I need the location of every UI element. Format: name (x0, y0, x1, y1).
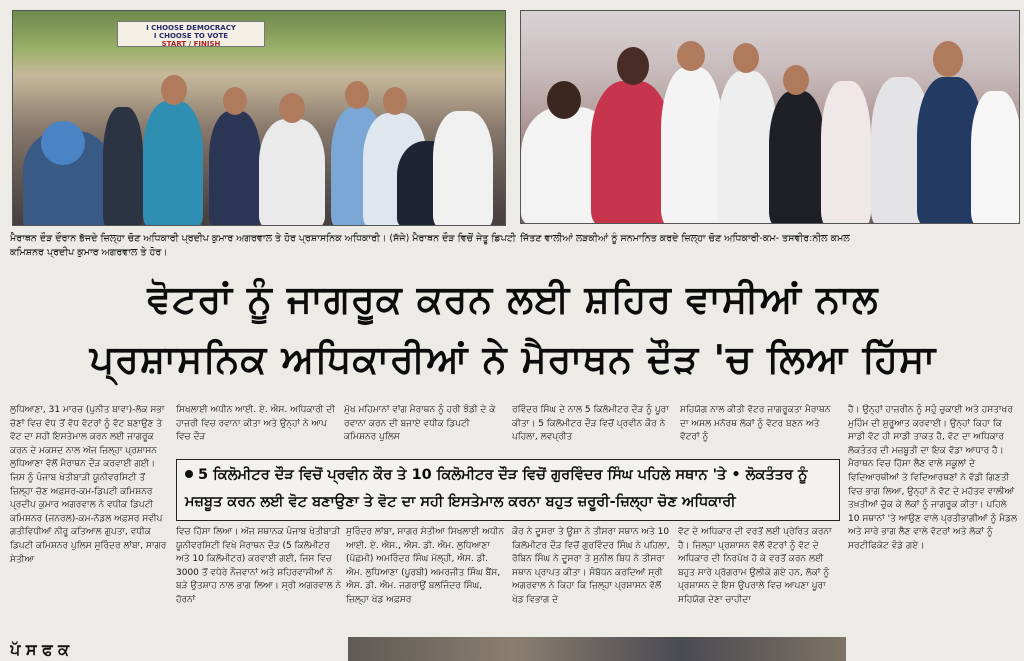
photo-caption-right: ਜਿੱਤਣ ਵਾਲੀਆਂ ਲੜਕੀਆਂ ਨੂੰ ਸਨਮਾਨਿਤ ਕਰਦੇ ਜ਼ਿਲ੍ਹਾ ਚੋਣ ਅਧਿਕਾਰੀ-ਕਮ- ਤਸਵੀਰ:ਨੀਲ ਕਮਲ (520, 233, 850, 244)
article-column-4-top: ਰਵਿੰਦਰ ਸਿੰਘ ਦੇ ਨਾਲ 5 ਕਿਲੋਮੀਟਰ ਦੌੜ ਨੂੰ ਪੂਰਾ ਕੀਤਾ। 5 ਕਿਲੋਮੀਟਰ ਦੌੜ ਵਿਚੋਂ ਪ੍ਰਵੀਨ ਕੌਰ ਨੇ ਪਹਿਲਾ, ਲਵਪ੍ਰੀਤ (512, 405, 669, 443)
article-column-5-top: ਸਹਿਯੋਗ ਨਾਲ ਕੀਤੀ ਵੋਟਰ ਜਾਗਰੂਕਤਾ ਮੈਰਾਥਨ ਦਾ ਅਸਲ ਮਨੋਰਥ ਲੋਕਾਂ ਨੂੰ ਵੋਟਰ ਬਣਨ ਅਤੇ ਵੋਟਰਾਂ ਨੂੰ (680, 405, 831, 443)
highlight-text-2: ਲੋਕਤੰਤਰ ਨੂੰ ਮਜ਼ਬੂਤ ਕਰਨ ਲਈ ਵੋਟ ਬਣਾਉਣਾ ਤੇ ਵੋਟ ਦਾ ਸਹੀ ਇਸਤੇਮਾਲ ਕਰਨਾ ਬਹੁਤ ਜ਼ਰੂਰੀ-ਜ਼ਿਲ੍ਹਾ ਚੋਣ ਅਧਿਕਾਰੀ (185, 467, 808, 510)
banner-line-1: I CHOOSE DEMOCRACY (146, 24, 236, 32)
banner-line-3: START / FINISH (161, 40, 221, 48)
next-article-headline-fragment: ਪੱ ਸ ਫ ਕ (10, 640, 70, 659)
marathon-runners-photo (12, 10, 506, 226)
award-ceremony-photo (520, 10, 1020, 224)
headline-line-2: ਪ੍ਰਸ਼ਾਸਨਿਕ ਅਧਿਕਾਰੀਆਂ ਨੇ ਮੈਰਾਥਨ ਦੌੜ 'ਚ ਲਿਆ ਹਿੱਸਾ (89, 337, 937, 381)
article-column-4-bottom: ਕੌਰ ਨੇ ਦੂਸਰਾ ਤੇ ਊਸ਼ਾ ਨੇ ਤੀਸਰਾ ਸਥਾਨ ਅਤੇ 10 ਕਿਲੋਮੀਟਰ ਦੌੜ ਵਿਚੋਂ ਗੁਰਵਿੰਦਰ ਸਿੰਘ ਨੇ ਪਹਿਲਾ, ਰੋਬਿਨ ਸਿੰਘ ਨੇ ਦੂਸਰਾ ਤੇ ਸੁਨੀਲ ਬਿਧ ਨੇ ਤੀਸਰਾ ਸਥਾਨ ਪ੍ਰਾਪਤ ਕੀਤਾ। ਸੰਬੋਧਨ ਕਰਦਿਆਂ ਸ੍ਰੀ ਅਗਰਵਾਲ ਨੇ ਕਿਹਾ ਕਿ ਜ਼ਿਲ੍ਹਾ ਪ੍ਰਸ਼ਾਸਨ ਵੱਲੋਂ ਖੇਡ ਵਿਭਾਗ ਦੇ (512, 527, 670, 605)
start-finish-banner (117, 21, 265, 47)
highlight-text-1: 5 ਕਿਲੋਮੀਟਰ ਦੌੜ ਵਿਚੋਂ ਪ੍ਰਵੀਨ ਕੌਰ ਤੇ 10 ਕਿਲੋਮੀਟਰ ਦੌੜ ਵਿਚੋਂ ਗੁਰਵਿੰਦਰ ਸਿੰਘ ਪਹਿਲੇ ਸਥਾਨ 'ਤੇ • (198, 467, 741, 483)
photo-caption-left: ਮੈਰਾਥਨ ਦੌੜ ਦੌਰਾਨ ਭੱਜਦੇ ਜ਼ਿਲ੍ਹਾ ਚੋਣ ਅਧਿਕਾਰੀ ਪ੍ਰਦੀਪ ਕੁਮਾਰ ਅਗਰਵਾਲ ਤੇ ਹੋਰ ਪ੍ਰਸ਼ਾਸਨਿਕ ਅਧਿਕਾਰੀ। (ਸੱਜੇ) ਮੈਰਾਥਨ ਦੌੜ ਵਿਚੋਂ ਜੇਤੂ ਡਿਪਟੀ ਕਮਿਸ਼ਨਰ ਪ੍ਰਦੀਪ ਕੁਮਾਰ ਅਗਰਵਾਲ ਤੇ ਹੋਰ। (10, 233, 516, 258)
article-column-2-top: ਸਿਖਲਾਈ ਅਧੀਨ ਆਈ. ਏ. ਐਸ. ਅਧਿਕਾਰੀ ਦੀ ਹਾਜ਼ਰੀ ਵਿਚ ਰਵਾਨਾ ਕੀਤਾ ਅਤੇ ਉਨ੍ਹਾਂ ਨੇ ਆਪ ਵਿਚ ਦੌੜ (176, 405, 335, 443)
article-column-6: ਹੈ। ਉਨ੍ਹਾਂ ਹਾਜ਼ਰੀਨ ਨੂੰ ਸਹੁੰ ਚੁਕਾਈ ਅਤੇ ਹਸਤਾਖਰ ਮੁਹਿੰਮ ਦੀ ਸ਼ੁਰੂਆਤ ਕਰਵਾਈ। ਉਨ੍ਹਾਂ ਕਿਹਾ ਕਿ ਸਾਡੀ ਵੋਟ ਹੀ ਸਾਡੀ ਤਾਕਤ ਹੈ, ਵੋਟ ਦਾ ਅਧਿਕਾਰ ਲੋਕਤੰਤਰ ਦੀ ਮਜ਼ਬੂਤੀ ਦਾ ਇਕ ਵੱਡਾ ਆਧਾਰ ਹੈ। ਮੈਰਾਥਨ ਵਿਚ ਹਿੱਸਾ ਲੈਣ ਵਾਲੇ ਸਕੂਲਾਂ ਦੇ ਵਿਦਿਆਰਥੀਆਂ ਤੇ ਵਿਦਿਆਰਥਣਾਂ ਨੇ ਵੱਡੀ ਗਿਣਤੀ ਵਿਚ ਭਾਗ ਲਿਆ, ਉਨ੍ਹਾਂ ਨੇ ਵੋਟ ਦੇ ਮਹੱਤਵ ਵਾਲੀਆਂ ਤਖ਼ਤੀਆਂ ਚੁੱਕ ਕੇ ਲੋਕਾਂ ਨੂੰ ਜਾਗਰੂਕ ਕੀਤਾ। ਪਹਿਲੇ 10 ਸਥਾਨਾਂ 'ਤੇ ਆਉਣ ਵਾਲੇ ਪ੍ਰਤੀਭਾਗੀਆਂ ਨੂੰ ਮੈਡਲ ਅਤੇ ਸਾਰੇ ਭਾਗ ਲੈਣ ਵਾਲੇ ਵੋਟਰਾਂ ਅਤੇ ਲੋਕਾਂ ਨੂੰ ਸਰਟੀਫਿਕੇਟ ਵੰਡੇ ਗਏ। (848, 405, 1018, 551)
next-article-photo-strip (348, 637, 846, 661)
bullet-icon (185, 470, 193, 478)
highlight-box (176, 459, 840, 521)
article-column-5-bottom: ਵੋਟ ਦੇ ਅਧਿਕਾਰ ਦੀ ਵਰਤੋਂ ਲਈ ਪ੍ਰੇਰਿਤ ਕਰਨਾ ਹੈ। ਜ਼ਿਲ੍ਹਾ ਪ੍ਰਸ਼ਾਸਨ ਵੱਲੋਂ ਵੋਟਰਾਂ ਨੂੰ ਵੋਟ ਦੇ ਅਧਿਕਾਰ ਦੀ ਨਿਰਪੱਖ ਹੋ ਕੇ ਵਰਤੋਂ ਕਰਨ ਲਈ ਬਹੁਤ ਸਾਰੇ ਪ੍ਰੋਗਰਾਮ ਉਲੀਕੇ ਗਏ ਹਨ, ਲੋਕਾਂ ਨੂੰ ਪ੍ਰਸ਼ਾਸਨ ਦੇ ਇਸ ਉਪਰਾਲੇ ਵਿਚ ਆਪਣਾ ਪੂਰਾ ਸਹਿਯੋਗ ਦੇਣਾ ਚਾਹੀਦਾ (678, 527, 832, 605)
article-column-2-bottom: ਵਿਚ ਹਿੱਸਾ ਲਿਆ। ਅੱਜ ਸਥਾਨਕ ਪੰਜਾਬ ਖੇਤੀਬਾੜੀ ਯੂਨੀਵਰਸਿਟੀ ਵਿਖੇ ਮੈਰਾਥਨ ਦੌੜ (5 ਕਿਲੋਮੀਟਰ ਅਤੇ 10 ਕਿਲੋਮੀਟਰ) ਕਰਵਾਈ ਗਈ, ਜਿਸ ਵਿਚ 3000 ਤੋਂ ਵਧੇਰੇ ਨੌਜਵਾਨਾਂ ਅਤੇ ਸ਼ਹਿਰਵਾਸੀਆਂ ਨੇ ਬੜੇ ਉਤਸ਼ਾਹ ਨਾਲ ਭਾਗ ਲਿਆ। ਸ੍ਰੀ ਅਗਰਵਾਲ ਨੇ ਹੋਰਨਾਂ (176, 527, 342, 605)
headline-line-1: ਵੋਟਰਾਂ ਨੂੰ ਜਾਗਰੂਕ ਕਰਨ ਲਈ ਸ਼ਹਿਰ ਵਾਸੀਆਂ ਨਾਲ (147, 277, 879, 321)
article-column-1: ਲੁਧਿਆਣਾ, 31 ਮਾਰਚ (ਪੁਨੀਤ ਬਾਵਾ)-ਲੋਕ ਸਭਾ ਚੋਣਾਂ ਵਿਚ ਵੱਧ ਤੋਂ ਵੱਧ ਵੋਟਰਾਂ ਨੂੰ ਵੋਟ ਬਣਾਉਣ ਤੇ ਵੋਟ ਦਾ ਸਹੀ ਇਸਤੇਮਾਲ ਕਰਨ ਲਈ ਜਾਗਰੂਕ ਕਰਨ ਦੇ ਮਕਸਦ ਨਾਲ ਅੱਜ ਜ਼ਿਲ੍ਹਾ ਪ੍ਰਸ਼ਾਸਨ ਲੁਧਿਆਣਾ ਵੱਲੋਂ ਮੈਰਾਥਨ ਦੌੜ ਕਰਵਾਈ ਗਈ। ਜਿਸ ਨੂੰ ਪੰਜਾਬ ਖੇਤੀਬਾੜੀ ਯੂਨੀਵਰਸਿਟੀ ਤੋਂ ਜ਼ਿਲ੍ਹਾ ਚੋਣ ਅਫ਼ਸਰ-ਕਮ-ਡਿਪਟੀ ਕਮਿਸ਼ਨਰ ਪ੍ਰਦੀਪ ਕੁਮਾਰ ਅਗਰਵਾਲ ਨੇ ਵਧੀਕ ਡਿਪਟੀ ਕਮਿਸ਼ਨਰ (ਜਨਰਲ)-ਕਮ-ਨੋਡਲ ਅਫ਼ਸਰ ਸਵੀਪ ਗਤੀਵਿਧੀਆਂ ਨੀਰੂ ਕਤਿਆਲ ਗੁਪਤਾ, ਵਧੀਕ ਡਿਪਟੀ ਕਮਿਸ਼ਨਰ ਪੁਲਿਸ ਸੁਰਿੰਦਰ ਲਾਂਬਾ, ਸਾਗਰ ਸੇਤੀਆ (10, 405, 167, 565)
article-column-3-bottom: ਸੁਰਿੰਦਰ ਲਾਂਬਾ, ਸਾਗਰ ਸੇਤੀਆ ਸਿਖਲਾਈ ਅਧੀਨ ਆਈ. ਏ. ਐਸ., ਐਸ. ਡੀ. ਐਮ. ਲੁਧਿਆਣਾ (ਪੱਛਮੀ) ਅਮਰਿੰਦਰ ਸਿੰਘ ਮੱਲ੍ਹੀ, ਐਸ. ਡੀ. ਐਮ. ਲੁਧਿਆਣਾ (ਪੂਰਬੀ) ਅਮਰਜੀਤ ਸਿੰਘ ਬੈਂਸ, ਐਸ. ਡੀ. ਐਮ. ਜਗਰਾਉਂ ਬਲਜਿੰਦਰ ਸਿੰਘ, ਜ਼ਿਲ੍ਹਾ ਖੇਡ ਅਫ਼ਸਰ (346, 527, 505, 605)
article-column-3-top: ਮੁੱਖ ਮਹਿਮਾਨਾਂ ਵਾਂਗ ਮੈਰਾਥਨ ਨੂੰ ਹਰੀ ਝੰਡੀ ਦੇ ਕੇ ਰਵਾਨਾ ਕਰਨ ਦੀ ਬਜਾਏ ਵਧੀਕ ਡਿਪਟੀ ਕਮਿਸ਼ਨਰ ਪੁਲਿਸ (344, 405, 496, 443)
banner-line-2: I CHOOSE TO VOTE (153, 32, 229, 40)
